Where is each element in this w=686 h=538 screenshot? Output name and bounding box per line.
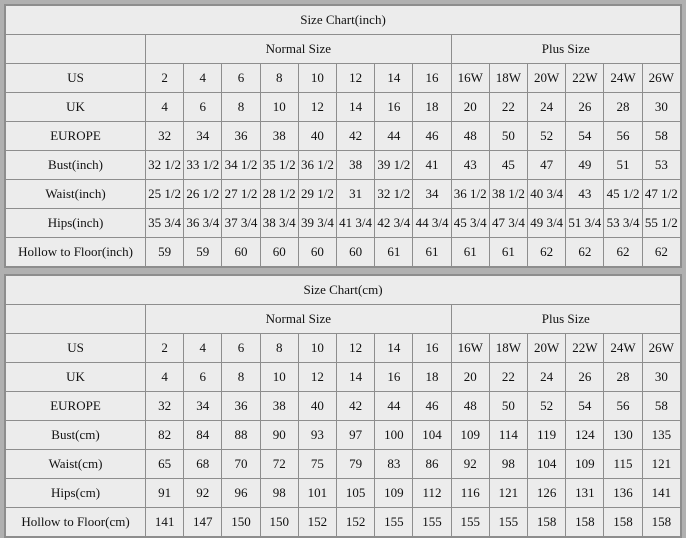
row-label: Hollow to Floor(cm) [6, 508, 146, 537]
cell: 30 [642, 363, 680, 392]
cell: 65 [146, 450, 184, 479]
cell: 34 [413, 180, 451, 209]
cell: 51 [604, 151, 642, 180]
row-label: Bust(inch) [6, 151, 146, 180]
cell: 10 [298, 64, 336, 93]
cell: 4 [184, 64, 222, 93]
cell: 40 [298, 122, 336, 151]
cell: 40 3/4 [528, 180, 566, 209]
cell: 16 [413, 64, 451, 93]
cell: 45 3/4 [451, 209, 489, 238]
group-header-plus: Plus Size [451, 35, 680, 64]
cell: 58 [642, 392, 680, 421]
cell: 92 [451, 450, 489, 479]
cell: 12 [337, 334, 375, 363]
cell: 50 [489, 392, 527, 421]
table-title-row [6, 276, 681, 305]
cell: 124 [566, 421, 604, 450]
cell: 32 [146, 392, 184, 421]
cell: 39 3/4 [298, 209, 336, 238]
cell: 16 [375, 363, 413, 392]
cell: 45 [489, 151, 527, 180]
cell: 44 [375, 122, 413, 151]
cell: 38 3/4 [260, 209, 298, 238]
size-table-inch [5, 5, 681, 267]
cell: 98 [489, 450, 527, 479]
cell: 14 [337, 93, 375, 122]
cell: 62 [642, 238, 680, 267]
table-row [6, 392, 681, 421]
cell: 14 [337, 363, 375, 392]
cell: 2 [146, 334, 184, 363]
cell: 26W [642, 64, 680, 93]
cell: 43 [451, 151, 489, 180]
table-row [6, 122, 681, 151]
cell: 88 [222, 421, 260, 450]
cell: 37 3/4 [222, 209, 260, 238]
cell: 42 [337, 122, 375, 151]
cell: 34 [184, 392, 222, 421]
cell: 83 [375, 450, 413, 479]
cell: 22 [489, 363, 527, 392]
row-label: Waist(cm) [6, 450, 146, 479]
cell: 158 [604, 508, 642, 537]
cell: 158 [642, 508, 680, 537]
cell: 62 [566, 238, 604, 267]
cell: 60 [260, 238, 298, 267]
cell: 25 1/2 [146, 180, 184, 209]
cell: 35 3/4 [146, 209, 184, 238]
cell: 114 [489, 421, 527, 450]
cell: 100 [375, 421, 413, 450]
cell: 36 [222, 392, 260, 421]
cell: 20W [528, 64, 566, 93]
cell: 82 [146, 421, 184, 450]
row-label: US [6, 64, 146, 93]
row-label: UK [6, 363, 146, 392]
cell: 8 [260, 334, 298, 363]
cell: 8 [222, 93, 260, 122]
size-chart-inch [4, 4, 682, 268]
cell: 136 [604, 479, 642, 508]
cell: 61 [451, 238, 489, 267]
cell: 6 [184, 363, 222, 392]
cell: 44 [375, 392, 413, 421]
table-row [6, 93, 681, 122]
cell: 60 [222, 238, 260, 267]
cell: 12 [298, 93, 336, 122]
cell: 26 1/2 [184, 180, 222, 209]
row-label: Bust(cm) [6, 421, 146, 450]
cell: 42 3/4 [375, 209, 413, 238]
cell: 47 1/2 [642, 180, 680, 209]
cell: 31 [337, 180, 375, 209]
cell: 141 [146, 508, 184, 537]
row-label: EUROPE [6, 122, 146, 151]
table-row [6, 450, 681, 479]
cell: 32 1/2 [146, 151, 184, 180]
cell: 72 [260, 450, 298, 479]
cell: 79 [337, 450, 375, 479]
cell: 10 [260, 93, 298, 122]
table-row [6, 209, 681, 238]
cell: 75 [298, 450, 336, 479]
cell: 104 [413, 421, 451, 450]
cell: 62 [604, 238, 642, 267]
cell: 51 3/4 [566, 209, 604, 238]
cell: 10 [298, 334, 336, 363]
cell: 112 [413, 479, 451, 508]
row-label: US [6, 334, 146, 363]
cell: 101 [298, 479, 336, 508]
cell: 152 [337, 508, 375, 537]
cell: 150 [260, 508, 298, 537]
cell: 39 1/2 [375, 151, 413, 180]
cell: 62 [528, 238, 566, 267]
cell: 36 1/2 [298, 151, 336, 180]
cell: 20W [528, 334, 566, 363]
cell: 105 [337, 479, 375, 508]
cell: 92 [184, 479, 222, 508]
cell: 131 [566, 479, 604, 508]
row-label: Waist(inch) [6, 180, 146, 209]
cell: 22W [566, 64, 604, 93]
cell: 141 [642, 479, 680, 508]
cell: 130 [604, 421, 642, 450]
cell: 84 [184, 421, 222, 450]
cell: 150 [222, 508, 260, 537]
cell: 18 [413, 363, 451, 392]
cell: 48 [451, 122, 489, 151]
cell: 158 [528, 508, 566, 537]
cell: 6 [222, 64, 260, 93]
cell: 26W [642, 334, 680, 363]
cell: 4 [146, 93, 184, 122]
cell: 18W [489, 64, 527, 93]
table-row [6, 508, 681, 537]
cell: 54 [566, 122, 604, 151]
cell: 98 [260, 479, 298, 508]
cell: 91 [146, 479, 184, 508]
cell: 49 [566, 151, 604, 180]
cell: 2 [146, 64, 184, 93]
cell: 16W [451, 334, 489, 363]
cell: 33 1/2 [184, 151, 222, 180]
cell: 43 [566, 180, 604, 209]
cell: 36 1/2 [451, 180, 489, 209]
cell: 59 [146, 238, 184, 267]
cell: 12 [337, 64, 375, 93]
cell: 56 [604, 122, 642, 151]
cell: 34 [184, 122, 222, 151]
cell: 155 [451, 508, 489, 537]
cell: 18W [489, 334, 527, 363]
cell: 41 [413, 151, 451, 180]
group-header-normal: Normal Size [146, 35, 452, 64]
cell: 38 [260, 122, 298, 151]
cell: 52 [528, 122, 566, 151]
cell: 24W [604, 64, 642, 93]
row-label: Hips(cm) [6, 479, 146, 508]
cell: 109 [451, 421, 489, 450]
chart-title: Size Chart(cm) [6, 276, 681, 305]
cell: 61 [489, 238, 527, 267]
cell: 38 [260, 392, 298, 421]
cell: 20 [451, 363, 489, 392]
cell: 28 [604, 93, 642, 122]
cell: 45 1/2 [604, 180, 642, 209]
cell: 53 [642, 151, 680, 180]
cell: 18 [413, 93, 451, 122]
cell: 155 [413, 508, 451, 537]
table-row [6, 334, 681, 363]
cell: 109 [375, 479, 413, 508]
cell: 20 [451, 93, 489, 122]
cell: 70 [222, 450, 260, 479]
cell: 24W [604, 334, 642, 363]
cell: 147 [184, 508, 222, 537]
cell: 54 [566, 392, 604, 421]
cell: 24 [528, 93, 566, 122]
cell: 135 [642, 421, 680, 450]
cell: 126 [528, 479, 566, 508]
cell: 38 [337, 151, 375, 180]
cell: 41 3/4 [337, 209, 375, 238]
cell: 16W [451, 64, 489, 93]
cell: 86 [413, 450, 451, 479]
cell: 96 [222, 479, 260, 508]
cell: 36 3/4 [184, 209, 222, 238]
cell: 29 1/2 [298, 180, 336, 209]
cell: 48 [451, 392, 489, 421]
cell: 14 [375, 334, 413, 363]
cell: 68 [184, 450, 222, 479]
cell: 26 [566, 363, 604, 392]
cell: 121 [642, 450, 680, 479]
cell: 97 [337, 421, 375, 450]
row-label: Hollow to Floor(inch) [6, 238, 146, 267]
cell: 8 [222, 363, 260, 392]
cell: 60 [337, 238, 375, 267]
cell: 59 [184, 238, 222, 267]
cell: 115 [604, 450, 642, 479]
table-row [6, 238, 681, 267]
table-row [6, 151, 681, 180]
cell: 32 1/2 [375, 180, 413, 209]
cell: 53 3/4 [604, 209, 642, 238]
cell: 158 [566, 508, 604, 537]
cell: 60 [298, 238, 336, 267]
size-table-cm [5, 275, 681, 537]
table-row [6, 479, 681, 508]
cell: 8 [260, 64, 298, 93]
table-row [6, 64, 681, 93]
cell: 47 3/4 [489, 209, 527, 238]
group-row-spacer [6, 305, 146, 334]
cell: 61 [413, 238, 451, 267]
cell: 47 [528, 151, 566, 180]
cell: 56 [604, 392, 642, 421]
table-row [6, 421, 681, 450]
cell: 4 [184, 334, 222, 363]
cell: 34 1/2 [222, 151, 260, 180]
cell: 40 [298, 392, 336, 421]
chart-title: Size Chart(inch) [6, 6, 681, 35]
cell: 38 1/2 [489, 180, 527, 209]
cell: 42 [337, 392, 375, 421]
cell: 32 [146, 122, 184, 151]
cell: 35 1/2 [260, 151, 298, 180]
cell: 46 [413, 122, 451, 151]
cell: 27 1/2 [222, 180, 260, 209]
table-title-row [6, 6, 681, 35]
cell: 14 [375, 64, 413, 93]
cell: 152 [298, 508, 336, 537]
cell: 28 [604, 363, 642, 392]
table-group-row [6, 35, 681, 64]
cell: 24 [528, 363, 566, 392]
cell: 119 [528, 421, 566, 450]
row-label: UK [6, 93, 146, 122]
row-label: EUROPE [6, 392, 146, 421]
table-row [6, 363, 681, 392]
group-row-spacer [6, 35, 146, 64]
cell: 36 [222, 122, 260, 151]
cell: 121 [489, 479, 527, 508]
table-group-row [6, 305, 681, 334]
cell: 26 [566, 93, 604, 122]
row-label: Hips(inch) [6, 209, 146, 238]
cell: 46 [413, 392, 451, 421]
cell: 44 3/4 [413, 209, 451, 238]
cell: 16 [413, 334, 451, 363]
cell: 52 [528, 392, 566, 421]
cell: 116 [451, 479, 489, 508]
cell: 58 [642, 122, 680, 151]
cell: 155 [489, 508, 527, 537]
table-row [6, 180, 681, 209]
cell: 155 [375, 508, 413, 537]
cell: 22 [489, 93, 527, 122]
cell: 4 [146, 363, 184, 392]
cell: 61 [375, 238, 413, 267]
cell: 55 1/2 [642, 209, 680, 238]
cell: 22W [566, 334, 604, 363]
cell: 90 [260, 421, 298, 450]
group-header-normal: Normal Size [146, 305, 452, 334]
cell: 50 [489, 122, 527, 151]
cell: 104 [528, 450, 566, 479]
cell: 10 [260, 363, 298, 392]
cell: 109 [566, 450, 604, 479]
group-header-plus: Plus Size [451, 305, 680, 334]
cell: 28 1/2 [260, 180, 298, 209]
cell: 6 [222, 334, 260, 363]
cell: 16 [375, 93, 413, 122]
cell: 93 [298, 421, 336, 450]
cell: 12 [298, 363, 336, 392]
size-chart-cm [4, 274, 682, 538]
cell: 49 3/4 [528, 209, 566, 238]
cell: 30 [642, 93, 680, 122]
cell: 6 [184, 93, 222, 122]
